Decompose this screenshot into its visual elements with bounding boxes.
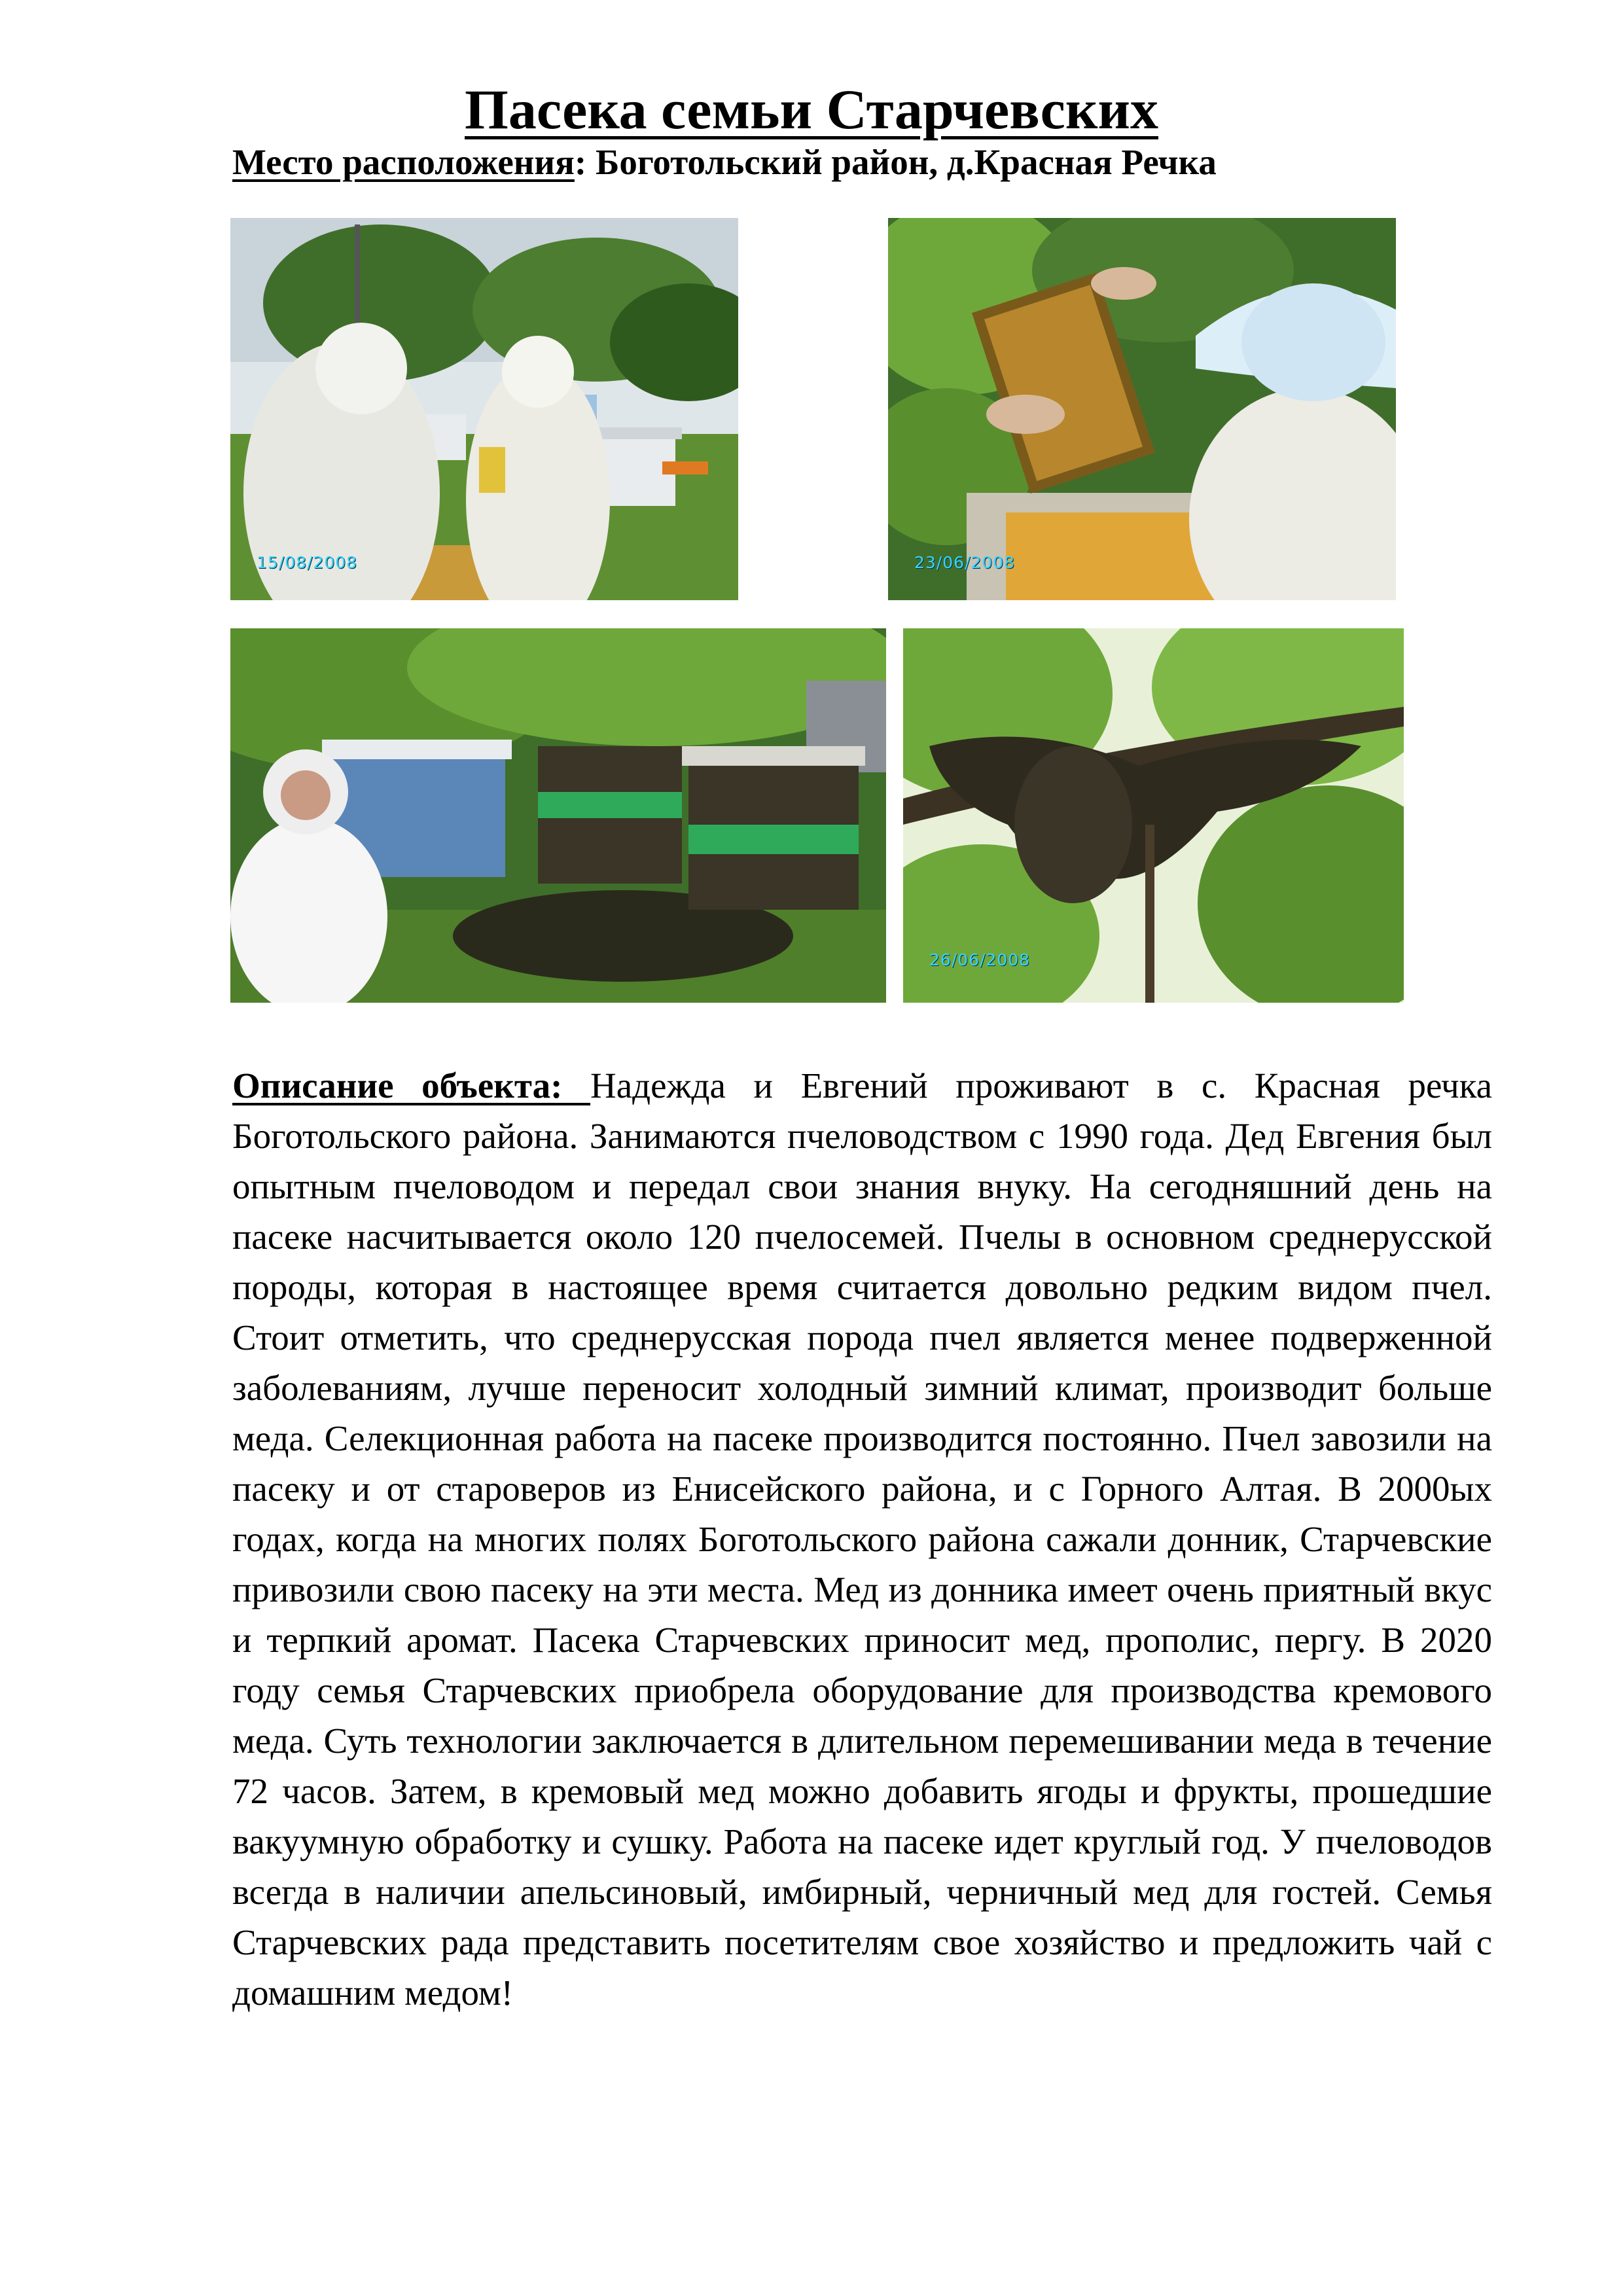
description-paragraph: [232, 1060, 1492, 2018]
page-title-text: Пасека семьи Старчевских: [465, 78, 1158, 141]
photo-date-stamp: 23/06/2008: [914, 553, 1016, 572]
description-text: Надежда и Евгений проживают в с. Красная речка Боготольского района. Занимаются пчеловодством с 1990 года. Дед Евгения был опытным пчеловодом и передал свои знания внуку. На сегодняшний день на пасеке насчитывается около 120 пчелосемей. Пчелы в основном среднерусской породы, которая в настоящее время считается довольно редким видом пчел. Стоит отметить, что среднерусская порода пчел является менее подверженной заболеваниям, лучше переносит холодный зимний климат, производит больше меда. Селекционная работа на пасеке производится постоянно. Пчел завозили на пасеку и от староверов из Енисейского района, и с Горного Алтая. В 2000ых годах, когда на многих полях Боготольского района сажали донник, Старчевские привозили свою пасеку на эти места. Мед из донника имеет очень приятный вкус и терпкий аромат. Пасека Старчевских приносит мед, прополис, пергу. В 2020 году семья Старчевских приобрела оборудование для производства кремового меда. Суть технологии заключается в длительном перемешивании меда в течение 72 часов. Затем, в кремовый мед можно добавить ягоды и фрукты, прошедшие вакуумную обработку и сушку. Работа на пасеке идет круглый год. У пчеловодов всегда в наличии апельсиновый, имбирный, черничный мед для гостей. Семья Старчевских рада представить посетителям свое хозяйство и предложить чай с домашним медом!: [232, 1066, 1492, 2013]
photo-frame-inspection: [888, 218, 1396, 600]
photo-swarm-on-branch: [903, 628, 1404, 1003]
location-line: [232, 141, 1217, 184]
photo-date-stamp: 15/08/2008: [257, 553, 358, 572]
description-label: Описание объекта:: [232, 1066, 591, 1105]
location-value: : Боготольский район, д.Красная Речка: [574, 142, 1217, 182]
photo-date-stamp: 26/06/2008: [929, 950, 1031, 969]
page-title: [0, 77, 1623, 142]
photo-frame-inspection-image: [888, 218, 1396, 600]
photo-beekeepers-at-hives: [230, 218, 738, 600]
photo-beekeeper-with-swarming-hives: [230, 628, 886, 1003]
location-label: Место расположения: [232, 142, 575, 182]
photo-swarm-image: [903, 628, 1404, 1003]
photo-beekeepers-image: [230, 218, 738, 600]
photo-swarming-hives-image: [230, 628, 886, 1003]
